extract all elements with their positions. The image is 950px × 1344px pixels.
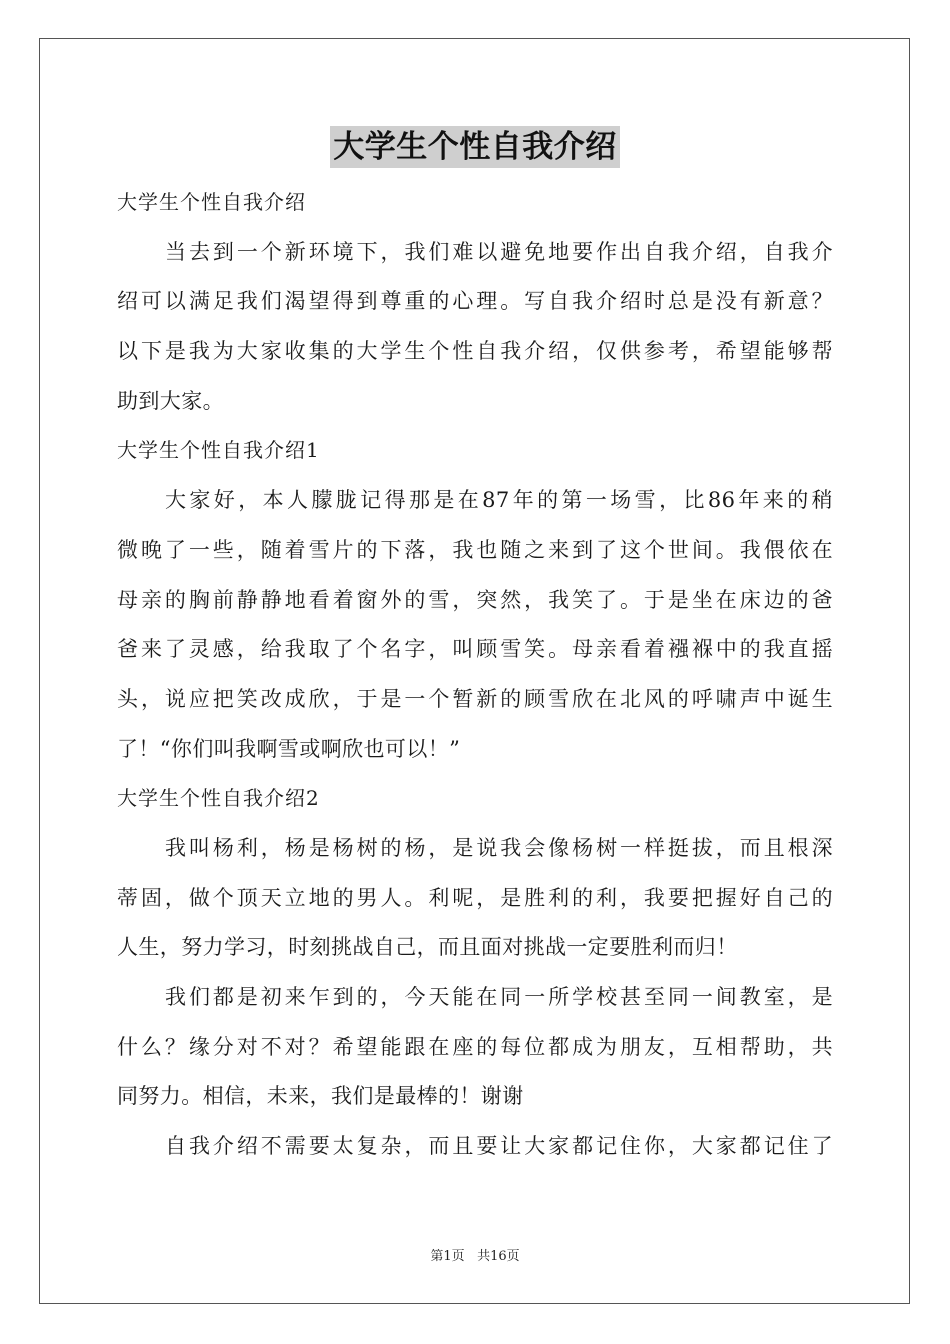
page-number: 第1页: [430, 1249, 465, 1264]
paragraph-line: 什么？缘分对不对？希望能跟在座的每位都成为朋友，互相帮助，共: [117, 1034, 833, 1059]
paragraph-line: 爸来了灵感，给我取了个名字，叫顾雪笑。母亲看着襁褓中的我直摇: [117, 637, 833, 662]
paragraph-line: 我叫杨利，杨是杨树的杨，是说我会像杨树一样挺拔，而且根深: [165, 835, 833, 860]
paragraph-line: 当去到一个新环境下，我们难以避免地要作出自我介绍，自我介: [165, 239, 833, 264]
page-footer: [0, 1248, 950, 1266]
paragraph-line: 助到大家。: [117, 388, 224, 413]
paragraph-line: 蒂固，做个顶天立地的男人。利呢，是胜利的利，我要把握好自己的: [117, 885, 833, 910]
paragraph-line: 人生，努力学习，时刻挑战自己，而且面对挑战一定要胜利而归！: [117, 935, 738, 960]
section-heading: 大学生个性自我介绍: [117, 190, 306, 214]
paragraph-line: 绍可以满足我们渴望得到尊重的心理。写自我介绍时总是没有新意？: [117, 289, 833, 314]
paragraph-line: 头，说应把笑改成欣，于是一个暂新的顾雪欣在北风的呼啸声中诞生: [117, 686, 833, 711]
section-heading: 大学生个性自我介绍1: [117, 438, 320, 463]
document-body: [117, 178, 833, 1172]
paragraph-line: 了！“你们叫我啊雪或啊欣也可以！”: [117, 736, 461, 761]
title-container: [0, 126, 950, 168]
paragraph-line: 自我介绍不需要太复杂，而且要让大家都记住你，大家都记住了: [165, 1134, 833, 1159]
section-heading: 大学生个性自我介绍2: [117, 786, 320, 811]
paragraph-line: 以下是我为大家收集的大学生个性自我介绍，仅供参考，希望能够帮: [117, 339, 833, 364]
paragraph-line: 微晚了一些，随着雪片的下落，我也随之来到了这个世间。我偎依在: [117, 537, 833, 562]
paragraph-line: 同努力。相信，未来，我们是最棒的！谢谢: [117, 1084, 524, 1109]
page-total: 共16页: [477, 1249, 520, 1264]
document-title: 大学生个性自我介绍: [330, 126, 620, 168]
paragraph-line: 大家好，本人朦胧记得那是在87年的第一场雪，比86年来的稍: [165, 488, 833, 513]
paragraph-line: 我们都是初来乍到的，今天能在同一所学校甚至同一间教室，是: [165, 985, 833, 1009]
paragraph-line: 母亲的胸前静静地看着窗外的雪，突然，我笑了。于是坐在床边的爸: [117, 587, 833, 612]
